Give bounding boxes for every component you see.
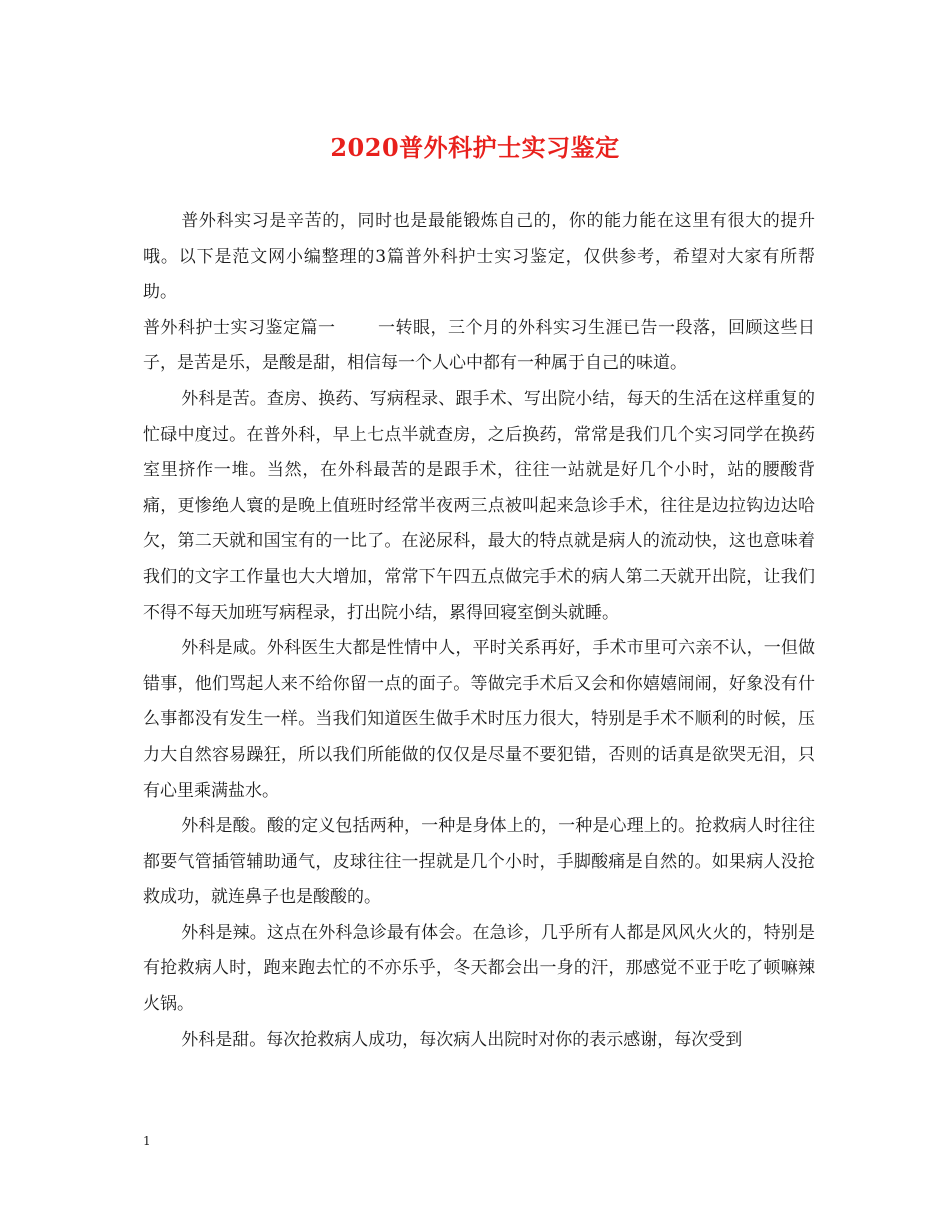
section-opening: 一转眼，三个月的外科实习生涯已告一段落，回顾这些日子，是苦是乐，是酸是甜，相信每一个人心中都有一种属于自己的味道。: [143, 317, 815, 374]
paragraph-bitter: 外科是苦。查房、换药、写病程录、跟手术、写出院小结，每天的生活在这样重复的忙碌中度过。在普外科，早上七点半就查房，之后换药，常常是我们几个实习同学在换药室里挤作一堆。当然，在外科最苦的是跟手术，往往一站就是好几个小时，站的腰酸背痛，更惨绝人寰的是晚上值班时经常半夜两三点被叫起来急诊手术，往往是边拉钩边达哈欠，第二天就和国宝有的一比了。在泌尿科，最大的特点就是病人的流动快，这也意味着我们的文字工作量也大大增加，常常下午四五点做完手术的病人第二天就开出院，让我们不得不每天加班写病程录，打出院小结，累得回寝室倒头就睡。: [143, 388, 815, 623]
paragraph-sweet: 外科是甜。每次抢救病人成功，每次病人出院时对你的表示感谢，每次受到: [181, 1029, 743, 1050]
section-heading: 普外科护士实习鉴定篇一: [143, 317, 336, 338]
intro-paragraph: 普外科实习是辛苦的，同时也是最能锻炼自己的，你的能力能在这里有很大的提升哦。以下是范文网小编整理的3篇普外科护士实习鉴定，仅供参考，希望对大家有所帮助。: [143, 211, 815, 303]
document-title: 2020普外科护士实习鉴定: [330, 133, 620, 162]
section-paragraph: [143, 311, 815, 382]
paragraph-spicy: 外科是辣。这点在外科急诊最有体会。在急诊，几乎所有人都是风风火火的，特别是有抢救病人时，跑来跑去忙的不亦乐乎，冬天都会出一身的汗，那感觉不亚于吃了顿嘛辣火锅。: [143, 922, 815, 1015]
paragraph-salty: 外科是咸。外科医生大都是性情中人，平时关系再好，手术市里可六亲不认，一但做错事，他们骂起人来不给你留一点的面子。等做完手术后又会和你嬉嬉闹闹，好象没有什么事都没有发生一样。当我们知道医生做手术时压力很大，特别是手术不顺利的时候，压力大自然容易躁狂，所以我们所能做的仅仅是尽量不要犯错，否则的话真是欲哭无泪，只有心里乘满盐水。: [143, 638, 815, 801]
document-body: [143, 204, 815, 1058]
paragraph-sour: 外科是酸。酸的定义包括两种，一种是身体上的，一种是心理上的。抢救病人时往往都要气管插管辅助通气，皮球往往一捏就是几个小时，手脚酸痛是自然的。如果病人没抢救成功，就连鼻子也是酸酸的。: [143, 816, 815, 908]
page-number: 1: [143, 1134, 151, 1148]
